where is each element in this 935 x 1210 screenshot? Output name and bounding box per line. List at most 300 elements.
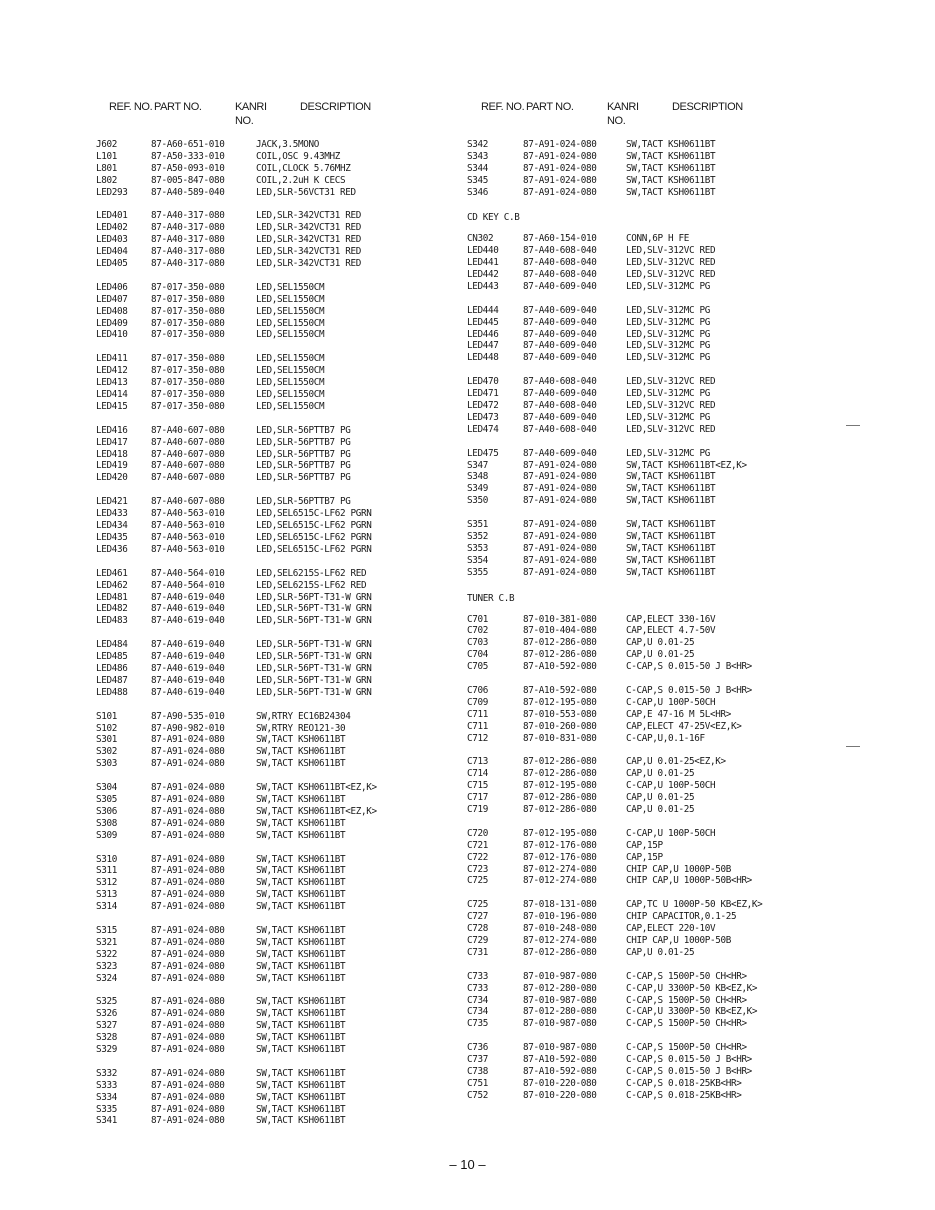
parts-row — [467, 852, 867, 864]
description: SW,TACT KSH0611BT — [256, 865, 346, 877]
description: LED,SLV-312MC PG — [626, 388, 710, 400]
parts-row — [96, 353, 476, 365]
part-no: 87-A91-024-080 — [151, 877, 225, 889]
parts-row — [467, 519, 867, 531]
part-no: 87-A91-024-080 — [523, 554, 597, 566]
parts-group — [467, 685, 867, 744]
ref-no: C722 — [467, 851, 488, 863]
parts-row — [96, 306, 476, 318]
ref-no: C702 — [467, 625, 488, 637]
ref-no: S344 — [467, 162, 488, 174]
ref-no: L801 — [96, 162, 117, 174]
description: LED,SLV-312MC PG — [626, 316, 710, 328]
description: LED,SEL6515C-LF62 PGRN — [256, 508, 372, 520]
parts-row — [467, 233, 867, 245]
description: SW,TACT KSH0611BT — [256, 1032, 346, 1044]
parts-row — [96, 520, 476, 532]
description: CAP,ELECT 47-25V<EZ,K> — [626, 720, 742, 732]
ref-no: S303 — [96, 758, 117, 770]
description: C-CAP,S 0.018-25KB<HR> — [626, 1077, 742, 1089]
part-no: 87-012-286-080 — [523, 768, 597, 780]
parts-group — [96, 496, 476, 555]
ref-no: C729 — [467, 934, 488, 946]
header-ref-no: REF. NO. — [109, 101, 153, 113]
parts-row — [467, 935, 867, 947]
ref-no: S315 — [96, 924, 117, 936]
ref-no: LED415 — [96, 400, 128, 412]
description: LED,SLV-312VC RED — [626, 257, 716, 269]
ref-no: S326 — [96, 1008, 117, 1020]
ref-no: LED403 — [96, 234, 128, 246]
description: CAP,E 47-16 M 5L<HR> — [626, 708, 731, 720]
parts-row — [96, 318, 476, 330]
description: LED,SLV-312VC RED — [626, 245, 716, 257]
description: SW,TACT KSH0611BT — [256, 1008, 346, 1020]
part-no: 87-010-260-080 — [523, 720, 597, 732]
ref-no: S351 — [467, 519, 488, 531]
ref-no: C705 — [467, 661, 488, 673]
description: LED,SLR-56PT-T31-W GRN — [256, 651, 372, 663]
parts-row — [467, 388, 867, 400]
ref-no: S323 — [96, 960, 117, 972]
part-no: 87-A40-619-040 — [151, 662, 225, 674]
part-no: 87-012-286-080 — [523, 792, 597, 804]
part-no: 87-A91-024-080 — [523, 483, 597, 495]
parts-row — [96, 1008, 476, 1020]
description: LED,SLV-312VC RED — [626, 269, 716, 281]
ref-no: C751 — [467, 1077, 488, 1089]
ref-no: S346 — [467, 186, 488, 198]
parts-row — [467, 947, 867, 959]
parts-row — [96, 663, 476, 675]
ref-no: S302 — [96, 746, 117, 758]
part-no: 87-A40-608-040 — [523, 257, 597, 269]
description: LED,SLR-56PT-T31-W GRN — [256, 591, 372, 603]
part-no: 87-A91-024-080 — [151, 793, 225, 805]
part-no: 87-A40-609-040 — [523, 316, 597, 328]
ref-no: LED436 — [96, 543, 128, 555]
description: LED,SLV-312VC RED — [626, 400, 716, 412]
ref-no: S304 — [96, 782, 117, 794]
parts-row — [96, 949, 476, 961]
description: C-CAP,S 0.015-50 J B<HR> — [626, 661, 752, 673]
part-no: 87-A91-024-080 — [151, 853, 225, 865]
parts-row — [467, 792, 867, 804]
description: SW,TACT KSH0611BT — [256, 960, 346, 972]
parts-row — [96, 175, 476, 187]
part-no: 87-A91-024-080 — [151, 817, 225, 829]
left-parts-column — [96, 139, 476, 1139]
part-no: 87-A40-609-040 — [523, 280, 597, 292]
parts-row — [467, 1066, 867, 1078]
description: CAP,U 0.01-25 — [626, 649, 695, 661]
ref-no: LED448 — [467, 352, 499, 364]
description: LED,SEL1550CM — [256, 305, 325, 317]
parts-group — [467, 305, 867, 364]
part-no: 87-A40-609-040 — [523, 328, 597, 340]
parts-row — [467, 187, 867, 199]
description: CAP,U 0.01-25 — [626, 637, 695, 649]
part-no: 87-017-350-080 — [151, 317, 225, 329]
parts-row — [96, 758, 476, 770]
description: SW,TACT KSH0611BT — [256, 758, 346, 770]
part-no: 87-A90-535-010 — [151, 710, 225, 722]
ref-no: C712 — [467, 732, 488, 744]
part-no: 87-A10-592-080 — [523, 661, 597, 673]
description: C-CAP,U 100P-50CH — [626, 696, 716, 708]
part-no: 87-A91-024-080 — [523, 495, 597, 507]
ref-no: LED483 — [96, 615, 128, 627]
part-no: 87-A40-563-010 — [151, 531, 225, 543]
ref-no: S324 — [96, 972, 117, 984]
parts-row — [467, 828, 867, 840]
ref-no: LED419 — [96, 460, 128, 472]
header-ref-no: REF. NO. — [481, 101, 525, 113]
ref-no: LED484 — [96, 639, 128, 651]
description: LED,SLR-56PTTB7 PG — [256, 448, 351, 460]
ref-no: LED417 — [96, 436, 128, 448]
part-no: 87-012-280-080 — [523, 982, 597, 994]
parts-group — [96, 1068, 476, 1127]
part-no: 87-A91-024-080 — [151, 972, 225, 984]
ref-no: LED433 — [96, 508, 128, 520]
parts-row — [467, 768, 867, 780]
parts-row — [96, 389, 476, 401]
ref-no: LED446 — [467, 328, 499, 340]
parts-row — [96, 151, 476, 163]
parts-row — [467, 555, 867, 567]
ref-no: LED416 — [96, 424, 128, 436]
part-no: 87-A40-564-010 — [151, 567, 225, 579]
part-no: 87-017-350-080 — [151, 293, 225, 305]
parts-row — [96, 996, 476, 1008]
description: LED,SLR-56PT-T31-W GRN — [256, 674, 372, 686]
part-no: 87-A40-607-080 — [151, 460, 225, 472]
description: SW,TACT KSH0611BT — [626, 519, 716, 531]
description: LED,SLR-56PT-T31-W GRN — [256, 639, 372, 651]
ref-no: LED462 — [96, 579, 128, 591]
parts-group — [96, 782, 476, 841]
parts-row — [96, 329, 476, 341]
parts-row — [96, 734, 476, 746]
parts-group — [96, 854, 476, 913]
ref-no: J602 — [96, 139, 117, 150]
part-no: 87-A40-608-040 — [523, 245, 597, 257]
parts-row — [96, 1032, 476, 1044]
description: SW,TACT KSH0611BT — [256, 829, 346, 841]
part-no: 87-A91-024-080 — [151, 1091, 225, 1103]
parts-group — [467, 448, 867, 507]
parts-row — [467, 614, 867, 626]
ref-no: C752 — [467, 1089, 488, 1101]
header-part-no: PART NO. — [154, 101, 202, 113]
parts-row — [96, 973, 476, 985]
ref-no: S333 — [96, 1079, 117, 1091]
part-no: 87-A91-024-080 — [523, 139, 597, 150]
ref-no: LED486 — [96, 662, 128, 674]
parts-row — [467, 685, 867, 697]
parts-row — [467, 245, 867, 257]
ref-no: C738 — [467, 1066, 488, 1077]
description: COIL,CLOCK 5.76MHZ — [256, 162, 351, 174]
description: SW,TACT KSH0611BT — [626, 471, 716, 483]
parts-row — [96, 1115, 476, 1127]
part-no: 87-017-350-080 — [151, 389, 225, 401]
ref-no: LED444 — [467, 304, 499, 316]
part-no: 87-A40-607-080 — [151, 436, 225, 448]
part-no: 87-010-987-080 — [523, 1042, 597, 1054]
parts-row — [467, 971, 867, 983]
part-no: 87-A40-609-040 — [523, 388, 597, 400]
part-no: 87-012-286-080 — [523, 756, 597, 768]
parts-row — [96, 1068, 476, 1080]
part-no: 87-012-274-080 — [523, 875, 597, 887]
description: SW,TACT KSH0611BT — [626, 566, 716, 578]
ref-no: S306 — [96, 805, 117, 817]
description: LED,SLV-312MC PG — [626, 304, 710, 316]
description: CAP,TC U 1000P-50 KB<EZ,K> — [626, 899, 763, 911]
ref-no: S301 — [96, 734, 117, 746]
parts-row — [96, 544, 476, 556]
ref-no: CN302 — [467, 233, 494, 245]
description: SW,TACT KSH0611BT — [256, 972, 346, 984]
part-no: 87-017-350-080 — [151, 400, 225, 412]
description: CAP,ELECT 4.7-50V — [626, 625, 716, 637]
description: CONN,6P H FE — [626, 233, 689, 245]
ref-no: LED413 — [96, 377, 128, 389]
description: SW,TACT KSH0611BT — [256, 793, 346, 805]
ref-no: L802 — [96, 174, 117, 186]
ref-no: LED447 — [467, 340, 499, 352]
part-no: 87-A91-024-080 — [523, 162, 597, 174]
part-no: 87-A91-024-080 — [151, 948, 225, 960]
part-no: 87-012-274-080 — [523, 934, 597, 946]
parts-row — [96, 568, 476, 580]
ref-no: LED411 — [96, 353, 128, 365]
parts-group — [467, 376, 867, 435]
parts-group — [467, 899, 867, 958]
ref-no: LED482 — [96, 603, 128, 615]
ref-no: S328 — [96, 1032, 117, 1044]
ref-no: C701 — [467, 613, 488, 625]
part-no: 87-017-350-080 — [151, 329, 225, 341]
header-kanri: KANRI — [235, 101, 267, 113]
description: LED,SEL1550CM — [256, 365, 325, 377]
part-no: 87-A40-607-080 — [151, 448, 225, 460]
parts-row — [96, 472, 476, 484]
ref-no: C728 — [467, 923, 488, 935]
ref-no: LED420 — [96, 472, 128, 484]
ref-no: LED434 — [96, 520, 128, 532]
description: SW,TACT KSH0611BT — [256, 924, 346, 936]
description: SW,TACT KSH0611BT — [626, 174, 716, 186]
ref-no: S352 — [467, 531, 488, 543]
ref-no: LED410 — [96, 329, 128, 341]
description: LED,SEL6515C-LF62 PGRN — [256, 543, 372, 555]
description: CAP,15P — [626, 851, 663, 863]
description: SW,TACT KSH0611BT — [256, 746, 346, 758]
part-no: 87-A91-024-080 — [151, 1115, 225, 1127]
part-no: 87-010-987-080 — [523, 1018, 597, 1030]
part-no: 87-010-248-080 — [523, 923, 597, 935]
parts-row — [96, 1080, 476, 1092]
part-no: 87-A91-024-080 — [523, 542, 597, 554]
description: SW,TACT KSH0611BT — [256, 1044, 346, 1055]
description: C-CAP,U,0.1-16F — [626, 732, 705, 744]
description: SW,RTRY REO121-30 — [256, 722, 346, 734]
ref-no: S313 — [96, 889, 117, 901]
part-no: 87-A91-024-080 — [151, 1067, 225, 1079]
part-no: 87-A40-589-040 — [151, 186, 225, 198]
description: C-CAP,S 0.018-25KB<HR> — [626, 1089, 742, 1101]
description: LED,SEL1550CM — [256, 389, 325, 401]
description: SW,TACT KSH0611BT<EZ,K> — [256, 805, 377, 817]
parts-row — [467, 495, 867, 507]
part-no: 87-017-350-080 — [151, 305, 225, 317]
description: C-CAP,S 1500P-50 CH<HR> — [626, 994, 747, 1006]
description: LED,SLR-56PTTB7 PG — [256, 472, 351, 484]
parts-row — [467, 995, 867, 1007]
parts-row — [96, 651, 476, 663]
ref-no: LED409 — [96, 317, 128, 329]
ref-no: LED418 — [96, 448, 128, 460]
ref-no: S343 — [467, 150, 488, 162]
description: C-CAP,S 0.015-50 J B<HR> — [626, 684, 752, 696]
ref-no: S325 — [96, 996, 117, 1008]
description: CAP,ELECT 220-10V — [626, 923, 716, 935]
part-no: 87-A40-317-080 — [151, 246, 225, 258]
parts-row — [467, 780, 867, 792]
ref-no: C704 — [467, 649, 488, 661]
parts-row — [467, 424, 867, 436]
description: LED,SLR-342VCT31 RED — [256, 234, 361, 246]
parts-row — [96, 854, 476, 866]
parts-group — [96, 996, 476, 1055]
parts-row — [96, 532, 476, 544]
description: SW,TACT KSH0611BT<EZ,K> — [626, 459, 747, 471]
ref-no: C703 — [467, 637, 488, 649]
description: SW,TACT KSH0611BT — [256, 1020, 346, 1032]
parts-group — [467, 233, 867, 292]
part-no: 87-017-350-080 — [151, 365, 225, 377]
parts-row — [467, 661, 867, 673]
description: LED,SLR-56PT-T31-W GRN — [256, 615, 372, 627]
parts-row — [96, 889, 476, 901]
parts-row — [96, 865, 476, 877]
parts-row — [467, 625, 867, 637]
ref-no: LED402 — [96, 222, 128, 234]
parts-row — [96, 1104, 476, 1116]
description: LED,SLR-56PTTB7 PG — [256, 436, 351, 448]
right-parts-column — [467, 139, 867, 1114]
parts-row — [467, 709, 867, 721]
parts-row — [96, 901, 476, 913]
parts-row — [467, 352, 867, 364]
part-no: 87-A10-592-080 — [523, 1054, 597, 1066]
ref-no: S347 — [467, 459, 488, 471]
part-no: 87-A40-607-080 — [151, 424, 225, 436]
description: CAP,U 0.01-25 — [626, 792, 695, 804]
ref-no: L101 — [96, 150, 117, 162]
parts-row — [467, 756, 867, 768]
part-no: 87-010-987-080 — [523, 970, 597, 982]
ref-no: C721 — [467, 839, 488, 851]
parts-row — [96, 139, 476, 151]
description: JACK,3.5MONO — [256, 139, 319, 150]
ref-no: S353 — [467, 542, 488, 554]
description: LED,SLV-312MC PG — [626, 411, 710, 423]
parts-row — [96, 711, 476, 723]
part-no: 87-A40-619-040 — [151, 674, 225, 686]
parts-row — [467, 376, 867, 388]
description: LED,SEL6215S-LF62 RED — [256, 567, 367, 579]
part-no: 87-A10-592-080 — [523, 1066, 597, 1077]
description: CHIP CAPACITOR,0.1-25 — [626, 911, 737, 923]
parts-row — [96, 603, 476, 615]
part-no: 87-A91-024-080 — [151, 865, 225, 877]
part-no: 87-A90-982-010 — [151, 722, 225, 734]
description: LED,SLR-56PT-T31-W GRN — [256, 686, 372, 698]
ref-no: LED445 — [467, 316, 499, 328]
parts-row — [467, 637, 867, 649]
description: LED,SLR-56PT-T31-W GRN — [256, 603, 372, 615]
description: SW,TACT KSH0611BT — [256, 948, 346, 960]
ref-no: S349 — [467, 483, 488, 495]
part-no: 87-012-286-080 — [523, 637, 597, 649]
parts-row — [96, 830, 476, 842]
parts-row — [96, 794, 476, 806]
ref-no: LED414 — [96, 389, 128, 401]
description: LED,SEL1550CM — [256, 281, 325, 293]
ref-no: S348 — [467, 471, 488, 483]
part-no: 87-010-220-080 — [523, 1077, 597, 1089]
description: C-CAP,U 100P-50CH — [626, 780, 716, 792]
parts-row — [96, 615, 476, 627]
description: LED,SEL6515C-LF62 PGRN — [256, 520, 372, 532]
ref-no: LED442 — [467, 269, 499, 281]
header-part-no: PART NO. — [526, 101, 574, 113]
ref-no: LED461 — [96, 567, 128, 579]
part-no: 87-A91-024-080 — [523, 566, 597, 578]
parts-row — [467, 840, 867, 852]
description: LED,SLV-312MC PG — [626, 340, 710, 352]
parts-row — [96, 961, 476, 973]
parts-row — [467, 804, 867, 816]
part-no: 87-A40-619-040 — [151, 603, 225, 615]
part-no: 87-012-274-080 — [523, 863, 597, 875]
description: LED,SLR-56VCT31 RED — [256, 186, 356, 198]
part-no: 87-A40-609-040 — [523, 352, 597, 364]
ref-no: LED407 — [96, 293, 128, 305]
part-no: 87-005-847-080 — [151, 174, 225, 186]
part-no: 87-A91-024-080 — [151, 996, 225, 1008]
part-no: 87-012-176-080 — [523, 851, 597, 863]
parts-group — [467, 828, 867, 887]
ref-no: LED485 — [96, 651, 128, 663]
description: LED,SLV-312MC PG — [626, 447, 710, 459]
parts-row — [96, 496, 476, 508]
description: SW,TACT KSH0611BT — [256, 1067, 346, 1079]
ref-no: LED440 — [467, 245, 499, 257]
parts-row — [467, 471, 867, 483]
ref-no: C734 — [467, 1006, 488, 1018]
parts-row — [96, 592, 476, 604]
ref-no: S102 — [96, 722, 117, 734]
parts-row — [96, 258, 476, 270]
parts-row — [467, 400, 867, 412]
part-no: 87-A40-619-040 — [151, 686, 225, 698]
part-no: 87-A40-317-080 — [151, 210, 225, 222]
